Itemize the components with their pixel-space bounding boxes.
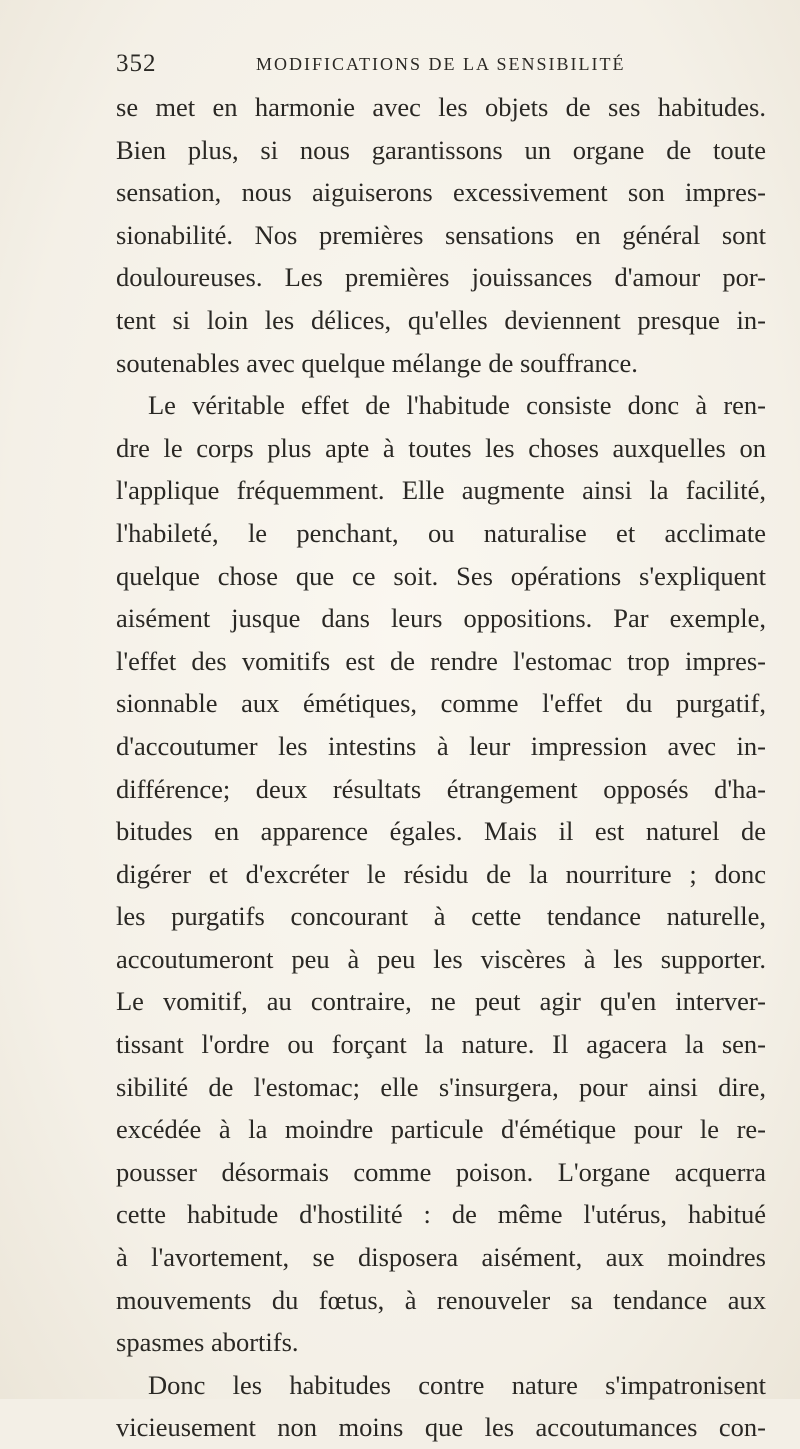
text-line: d'accoutumer les intestins à leur impression avec in- xyxy=(116,730,766,761)
text-line: l'effet des vomitifs est de rendre l'estomac trop impres- xyxy=(116,645,766,676)
text-line: tissant l'ordre ou forçant la nature. Il agacera la sen- xyxy=(116,1029,766,1060)
text-line: bitudes en apparence égales. Mais il est naturel de xyxy=(116,816,766,847)
text-line: sionabilité. Nos premières sensations en général sont xyxy=(116,219,766,250)
text-line: tent si loin les délices, qu'elles deviennent presque in- xyxy=(116,304,766,335)
text-line: cette habitude d'hostilité : de même l'utérus, habitué xyxy=(116,1199,766,1230)
body-text xyxy=(116,86,766,1449)
text-line: l'habileté, le penchant, ou naturalise et acclimate xyxy=(116,517,766,548)
page-number: 352 xyxy=(116,50,157,77)
text-line: spasmes abortifs. xyxy=(116,1327,299,1358)
text-line: différence; deux résultats étrangement opposés d'ha- xyxy=(116,773,766,804)
page-header xyxy=(116,50,656,86)
text-line: Donc les habitudes contre nature s'impatronisent xyxy=(148,1369,766,1400)
text-line: mouvements du fœtus, à renouveler sa tendance aux xyxy=(116,1284,766,1315)
text-line: sionnable aux émétiques, comme l'effet du purgatif, xyxy=(116,688,766,719)
text-line: accoutumeront peu à peu les viscères à les supporter. xyxy=(116,943,766,974)
text-line: vicieusement non moins que les accoutumances con- xyxy=(116,1412,766,1443)
text-line: sensation, nous aiguiserons excessivement son impres- xyxy=(116,177,766,208)
text-line: pousser désormais comme poison. L'organe acquerra xyxy=(116,1156,766,1187)
text-line: Le véritable effet de l'habitude consiste donc à ren- xyxy=(148,390,766,421)
text-line: se met en harmonie avec les objets de ses habitudes. xyxy=(116,92,766,122)
text-line: les purgatifs concourant à cette tendance naturelle, xyxy=(116,901,766,932)
text-line: l'applique fréquemment. Elle augmente ainsi la facilité, xyxy=(116,475,766,506)
text-line: aisément jusque dans leurs oppositions. Par exemple, xyxy=(116,603,766,634)
text-line: dre le corps plus apte à toutes les choses auxquelles on xyxy=(116,432,766,463)
text-line: douloureuses. Les premières jouissances d'amour por- xyxy=(116,262,766,293)
text-line: digérer et d'excréter le résidu de la nourriture ; donc xyxy=(116,858,766,889)
text-line: excédée à la moindre particule d'émétique pour le re- xyxy=(116,1114,766,1145)
running-title: MODIFICATIONS DE LA SENSIBILITÉ xyxy=(256,54,626,74)
text-line: à l'avortement, se disposera aisément, aux moindres xyxy=(116,1242,766,1273)
text-line: sibilité de l'estomac; elle s'insurgera, pour ainsi dire, xyxy=(116,1071,766,1102)
text-line: quelque chose que ce soit. Ses opérations s'expliquent xyxy=(116,560,766,591)
text-line: Bien plus, si nous garantissons un organe de toute xyxy=(116,134,766,165)
text-line: soutenables avec quelque mélange de souffrance. xyxy=(116,347,638,378)
text-line: Le vomitif, au contraire, ne peut agir qu'en interver- xyxy=(116,986,766,1017)
